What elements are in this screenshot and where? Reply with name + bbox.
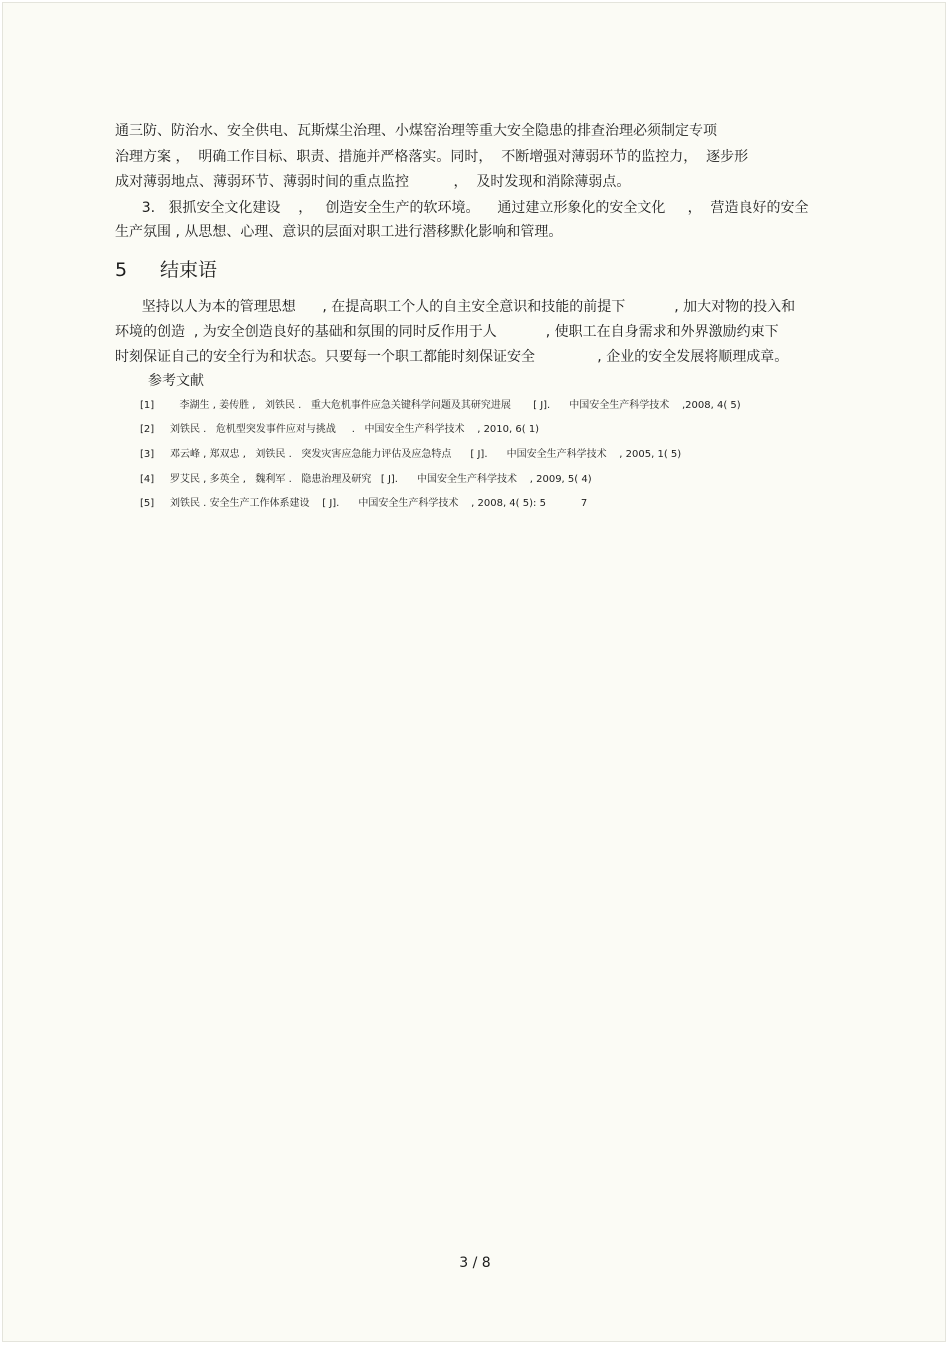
reference-item-2 [140,423,539,437]
reference-item-4 [140,473,592,487]
reference-index: [4] [140,474,155,485]
body-line-3: 成对薄弱地点、薄弱环节、薄弱时间的重点监控 ， 及时发现和消除薄弱点。 [115,174,631,190]
reference-index: [1] [140,400,155,411]
reference-text: 李湖生 , 姜传胜 , 刘铁民 . 重大危机事件应急关键科学问题及其研究进展 [ J]. 中国安全生产科学技术 ,2008, 4( 5) [170,400,741,411]
body-line-2: 治理方案 ， 明确工作目标、职责、措施并严格落实。同时， 不断增强对薄弱环节的监控力， 逐步形 [115,149,749,165]
reference-text: 邓云峰 , 郑双忠 , 刘铁民 . 突发灾害应急能力评估及应急特点 [ J]. 中国安全生产科学技术 , 2005, 1( 5) [170,449,682,460]
reference-item-5 [140,497,587,511]
section-title: 结束语 [160,259,218,281]
section-heading [115,258,217,282]
conclusion-line-2: 环境的创造 , 为安全创造良好的基础和氛围的同时反作用于人 , 使职工在自身需求和外界激励约束下 [115,324,779,340]
reference-index: [5] [140,498,155,509]
reference-item-1 [140,399,741,413]
document-page [2,2,946,1342]
reference-item-3 [140,448,681,462]
body-line-1: 通三防、防治水、安全供电、瓦斯煤尘治理、小煤窑治理等重大安全隐患的排查治理必须制定专项 [115,123,717,139]
conclusion-line-1: 坚持以人为本的管理思想 , 在提高职工个人的自主安全意识和技能的前提下 , 加大对物的投入和 [115,299,796,315]
section-number: 5 [115,259,128,281]
body-line-5: 生产氛围 , 从思想、心理、意识的层面对职工进行潜移默化影响和管理。 [115,224,563,240]
reference-index: [2] [140,424,155,435]
conclusion-line-3: 时刻保证自己的安全行为和状态。只要每一个职工都能时刻保证安全 , 企业的安全发展将顺理成章。 [115,349,789,365]
reference-text: 罗艾民 , 多英全 , 魏利军 . 隐患治理及研究 [ J]. 中国安全生产科学技术 , 2009, 5( 4) [170,474,592,485]
reference-text: 刘铁民 . 安全生产工作体系建设 [ J]. 中国安全生产科学技术 , 2008, 4( 5): 5 7 [170,498,588,509]
references-title: 参考文献 [148,373,204,389]
reference-index: [3] [140,449,155,460]
reference-text: 刘铁民 . 危机型突发事件应对与挑战 . 中国安全生产科学技术 , 2010, 6( 1) [170,424,540,435]
page-number: 3 / 8 [459,1255,491,1271]
body-line-4: 3. 狠抓安全文化建设 ， 创造安全生产的软环境。 通过建立形象化的安全文化 ， 营造良好的安全 [115,200,809,216]
